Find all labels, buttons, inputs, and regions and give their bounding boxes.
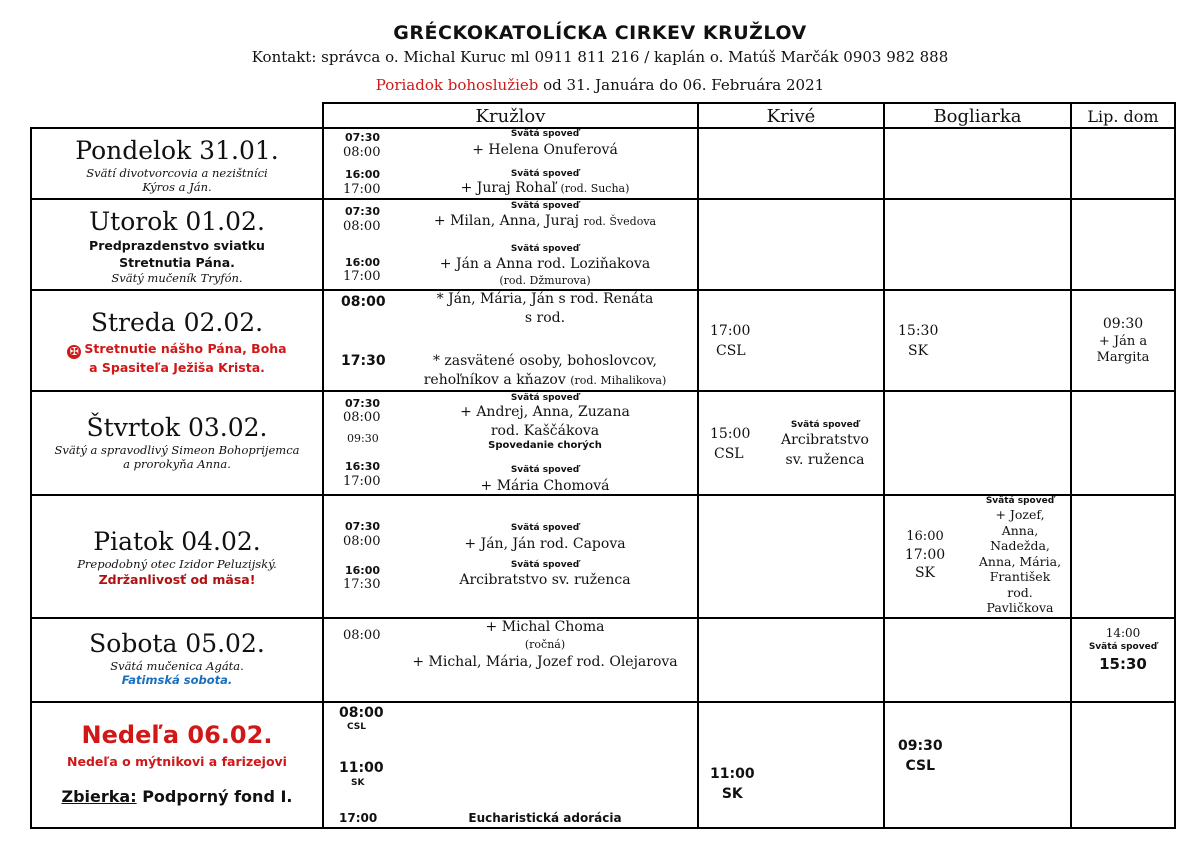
service-time: 17:30 [343, 577, 381, 592]
confession-label: Svätá spoveď [510, 129, 580, 139]
day-sunday [32, 720, 322, 806]
service-time: 08:00 [343, 534, 381, 549]
bogliarka-intention [965, 507, 1075, 616]
confession-label: Svätá spoveď [510, 465, 580, 475]
day-feast: Svätý a spravodlivý Simeon Bohoprijemca [54, 443, 300, 457]
confession-label: Svätá spoveď [510, 393, 580, 403]
krive-rite: SK [721, 786, 743, 802]
bogliarka-service [900, 528, 950, 582]
intention: + Michal, Mária, Jozef rod. Olejarova [412, 654, 678, 670]
page-title: GRÉCKOKATOLÍCKA CIRKEV KRUŽLOV [393, 22, 807, 44]
day-name: Piatok 04.02. [93, 527, 261, 556]
intention-note: (rod. Džmurova) [499, 274, 591, 287]
feast-text: Stretnutie nášho Pána, Boha [84, 341, 287, 356]
intention-text: rehoľníkov a kňazov [423, 372, 566, 388]
confession-label: Svätá spoveď [510, 244, 580, 254]
lipdom-service [1072, 314, 1174, 366]
krive-service [710, 321, 750, 361]
bogliarka-rite: SK [908, 343, 929, 359]
confession-label: Svätá spoveď [510, 201, 580, 211]
period-dates: od 31. Januára do 06. Februára 2021 [538, 76, 825, 94]
adoration: Eucharistická adorácia [468, 811, 622, 825]
bogliarka-service [898, 321, 938, 361]
service-time: 08:00 [343, 219, 381, 234]
day-tuesday [32, 207, 322, 285]
column-header-krive: Krivé [766, 106, 816, 127]
day-saint: Svätý mučeník Tryfón. [111, 271, 243, 285]
day-name: Streda 02.02. [90, 308, 264, 337]
sick-confession-label: Spovedanie chorých [488, 440, 602, 451]
bogliarka-intention-line: Anna, [1001, 522, 1039, 538]
day-name: Sobota 05.02. [89, 629, 265, 658]
confession-time: 07:30 [345, 520, 381, 533]
confession-label: Svätá spoveď [790, 420, 860, 430]
day-feast: Stretnutia Pána. [119, 255, 235, 270]
service-time: 08:00 [343, 410, 381, 425]
confession-time: 16:00 [345, 564, 381, 577]
intention [380, 213, 710, 229]
day-saint: Prepodobný otec Izidor Peluzijský. [77, 557, 277, 571]
intention: * zasvätené osoby, bohoslovcov, [432, 353, 658, 369]
fast-note: Zdržanlivosť od mäsa! [98, 572, 256, 587]
day-friday [32, 527, 322, 588]
period-line [0, 76, 1200, 94]
collection-label: Zbierka: [61, 787, 137, 806]
lipdom-confession-time: 14:00 [1105, 626, 1141, 640]
confession-time: 07:30 [345, 397, 381, 410]
service-time: 08:00 [343, 628, 381, 643]
period-label: Poriadok bohoslužieb [375, 76, 539, 94]
day-saturday [32, 629, 322, 687]
bogliarka-intention-line: Nadežda, [990, 538, 1050, 553]
intention: + Mária Chomová [480, 478, 610, 494]
service-time: 17:00 [343, 269, 381, 284]
service-rite: SK [351, 778, 365, 788]
day-thursday [32, 413, 322, 471]
confession-time: 16:30 [345, 460, 381, 473]
day-name: Štvrtok 03.02. [86, 413, 268, 442]
collection-text: Podporný fond I. [136, 787, 293, 806]
feast-cross-icon: ✠ [67, 345, 81, 359]
intention-text: + Milan, Anna, Juraj [433, 213, 580, 229]
service-time: 17:00 [339, 811, 378, 825]
lipdom-intention: + Ján a [1098, 334, 1148, 349]
intention: + Helena Onuferová [472, 142, 618, 158]
intention [380, 372, 710, 388]
column-header-lipdom: Lip. dom [1087, 107, 1159, 126]
service-time: 17:30 [341, 353, 386, 369]
bogliarka-rite: SK [914, 565, 936, 581]
fatima-note: Fatimská sobota. [121, 673, 233, 687]
krive-rite: CSL [714, 446, 744, 462]
bogliarka-intention-line: Anna, Mária, [978, 553, 1062, 569]
service-time: 17:00 [343, 182, 381, 197]
krive-rosary [775, 430, 875, 470]
intention [380, 180, 710, 196]
krive-service [710, 764, 755, 804]
bogliarka-intention-line: rod. [1007, 584, 1033, 600]
day-name: Pondelok 31.01. [75, 136, 279, 165]
lipdom-time: 15:30 [1099, 655, 1147, 673]
day-feast: a prorokyňa Anna. [123, 457, 231, 471]
intention: + Ján, Ján rod. Capova [464, 536, 626, 552]
intention: + Andrej, Anna, Zuzana [460, 404, 630, 420]
bogliarka-intention-line: Pavličkova [986, 600, 1054, 615]
confession-label: Svätá spoveď [1088, 642, 1158, 652]
intention: + Ján a Anna rod. Loziňakova [439, 256, 651, 272]
krive-time: 17:00 [710, 323, 751, 339]
intention: * Ján, Mária, Ján s rod. Renáta [436, 291, 654, 307]
day-saint: Svätá mučenica Agáta. [110, 659, 244, 673]
column-header-kruzlov: Kružlov [475, 106, 546, 127]
intention-note: (rod. Sucha) [560, 182, 630, 195]
intention: rod. Kaščákova [490, 423, 600, 439]
service-rite: CSL [347, 722, 366, 732]
confession-label: Svätá spoveď [510, 523, 580, 533]
day-feast: Svätí divotvorcovia a nezištníci [86, 166, 268, 180]
bogliarka-time: 09:30 [898, 738, 943, 754]
column-header-bogliarka: Bogliarka [933, 106, 1022, 127]
lipdom-intention: Margita [1096, 350, 1150, 365]
confession-time: 07:30 [345, 131, 381, 144]
confession-time: 16:00 [345, 168, 381, 181]
confession-label: Svätá spoveď [985, 496, 1055, 506]
day-name: Nedeľa 06.02. [81, 721, 273, 749]
contact-line: Kontakt: správca o. Michal Kuruc ml 0911 811 216 / kaplán o. Matúš Marčák 0903 982 888 [251, 48, 949, 66]
service-time: 11:00 [339, 760, 384, 776]
confession-time: 07:30 [345, 205, 381, 218]
bogliarka-time: 17:00 [904, 547, 946, 563]
confession-label: Svätá spoveď [510, 560, 580, 570]
day-feast: a Spasiteľa Ježiša Krista. [89, 360, 265, 375]
krive-service [710, 424, 750, 464]
service-time: 08:00 [339, 705, 384, 721]
service-time: 09:30 [347, 432, 379, 445]
day-name: Utorok 01.02. [89, 207, 265, 236]
day-wednesday [32, 308, 322, 376]
krive-rosary-line: sv. ruženca [785, 452, 865, 468]
intention: s rod. [524, 310, 566, 326]
bogliarka-service [898, 736, 943, 776]
day-monday [32, 136, 322, 194]
service-time: 08:00 [341, 294, 386, 310]
lipdom-time: 09:30 [1102, 316, 1144, 332]
confession-label: Svätá spoveď [510, 169, 580, 179]
intention: Arcibratstvo sv. ruženca [459, 572, 631, 588]
day-feast: Predprazdenstvo sviatku [89, 238, 265, 253]
bogliarka-rite: CSL [905, 758, 936, 774]
krive-time: 15:00 [710, 426, 751, 442]
lipdom-service [1072, 626, 1174, 674]
service-time: 17:00 [343, 474, 381, 489]
krive-time: 11:00 [710, 766, 755, 782]
service-time: 08:00 [343, 145, 381, 160]
bogliarka-intention-line: + Jozef, [995, 507, 1045, 522]
krive-rosary-line: Arcibratstvo [781, 432, 869, 448]
confession-time: 16:00 [345, 256, 381, 269]
collection-note [32, 787, 322, 806]
day-feast: Nedeľa o mýtnikovi a farizejovi [67, 754, 287, 769]
intention: + Michal Choma [485, 619, 605, 635]
bogliarka-time: 15:30 [898, 323, 939, 339]
krive-rite: CSL [716, 343, 746, 359]
intention-note: rod. Švedova [583, 215, 657, 228]
day-feast [32, 340, 322, 359]
bogliarka-time: 16:00 [906, 529, 944, 544]
intention-note: (ročná) [524, 638, 566, 651]
intention-text: + Juraj Rohaľ [460, 180, 557, 196]
bogliarka-intention-line: František [989, 569, 1051, 584]
intention-note: (rod. Mihalikova) [570, 374, 667, 387]
day-feast: Kýros a Ján. [142, 180, 212, 194]
